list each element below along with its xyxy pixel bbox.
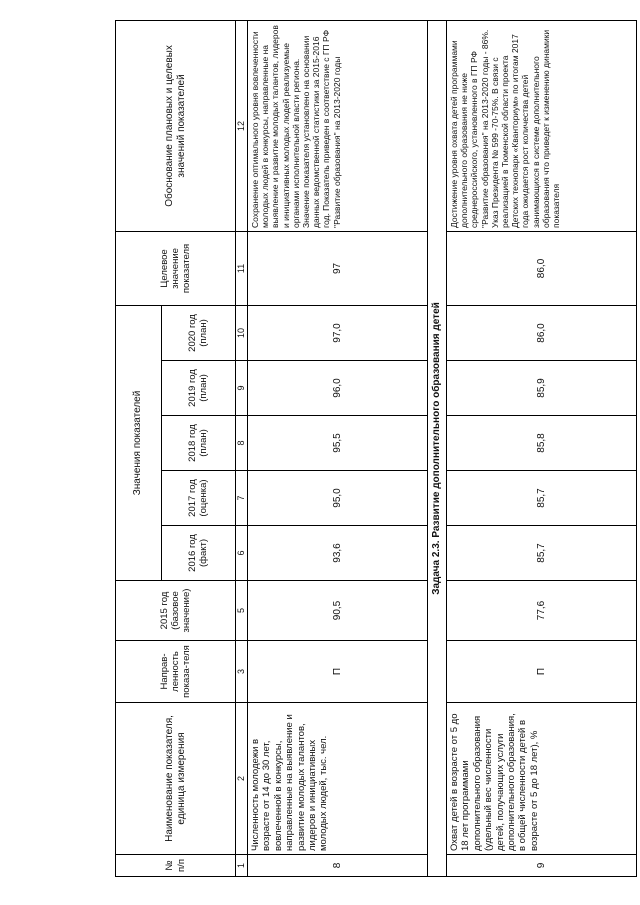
row-value: 85,8 bbox=[447, 416, 637, 471]
column-number: 5 bbox=[236, 581, 248, 641]
row-name: Охват детей в возрасте от 5 до 18 лет программами дополнительного образования (удельный вес численности детей, получающих услуги дополнительного образования, в общей численности детей в возрасте от 5 до 18 лет), % bbox=[447, 703, 637, 855]
header-name: Наименование показателя, единица измерения bbox=[116, 703, 236, 855]
task-row bbox=[428, 20, 447, 876]
header-values-group: Значения показателей bbox=[116, 305, 162, 580]
column-number: 3 bbox=[236, 641, 248, 703]
header-row-1 bbox=[116, 20, 162, 876]
row-base: 77,6 bbox=[447, 581, 637, 641]
header-year: 2017 год (оценка) bbox=[161, 471, 236, 526]
header-year: 2019 год (план) bbox=[161, 361, 236, 416]
row-value: 86,0 bbox=[447, 305, 637, 360]
column-number: 6 bbox=[236, 526, 248, 581]
header-year: 2018 год (план) bbox=[161, 416, 236, 471]
header-year: 2020 год (план) bbox=[161, 305, 236, 360]
row-justification: Достижение уровня охвата детей программами дополнительного образования не ниже среднероссийского, установленного в ГП РФ "Развитие образования" на 2013-2020 годы - 86%. Указ Президента № 599 -70-75%. В связи с реализацией в Тюменской области проекта Детских технопарк «Кванториум» по итогам 2017 года ожидается рост количества детей занимающихся в системе дополнительного образования что приведет к изменению динамики показателя bbox=[447, 20, 637, 231]
column-number: 9 bbox=[236, 361, 248, 416]
table-row bbox=[447, 20, 637, 876]
row-value: 95,0 bbox=[248, 471, 428, 526]
column-number: 7 bbox=[236, 471, 248, 526]
row-direction: П bbox=[447, 641, 637, 703]
task-title: Задача 2.3. Развитие дополнительного образования детей bbox=[428, 20, 447, 876]
column-number: 8 bbox=[236, 416, 248, 471]
row-value: 95,5 bbox=[248, 416, 428, 471]
rotated-page bbox=[115, 21, 637, 877]
row-target: 97 bbox=[248, 231, 428, 305]
row-value: 96,0 bbox=[248, 361, 428, 416]
header-direction: Направ-ленность показа-теля bbox=[116, 641, 236, 703]
row-name: Численность молодежи в возрасте от 14 до 30 лет, вовлеченной в конкурсы, направленные на выявление и развитие молодых талантов, лидеров и инициативных молодых людей, тыс. чел. bbox=[248, 703, 428, 855]
header-year: 2016 год (факт) bbox=[161, 526, 236, 581]
column-number: 2 bbox=[236, 703, 248, 855]
row-base: 90,5 bbox=[248, 581, 428, 641]
column-number: 10 bbox=[236, 305, 248, 360]
row-value: 85,7 bbox=[447, 471, 637, 526]
row-value: 85,7 bbox=[447, 526, 637, 581]
row-value: 97,0 bbox=[248, 305, 428, 360]
header-target: Целевое значение показателя bbox=[116, 231, 236, 305]
column-number: 12 bbox=[236, 20, 248, 231]
row-target: 86,0 bbox=[447, 231, 637, 305]
indicators-table bbox=[115, 20, 637, 877]
table-row bbox=[248, 20, 428, 876]
row-value: 93,6 bbox=[248, 526, 428, 581]
header-num: № п/п bbox=[116, 855, 236, 877]
row-direction: П bbox=[248, 641, 428, 703]
row-justification: Сохранение оптимального уровня вовлеченности молодых людей в конкурсы, направленные на выявление и развитие молодых талантов, лидеров и инициативных молодых людей реализуемые органами исполнительной власти региона. Значение показателя установлено на основании данных ведомственной статистики за 2015-2016 год. Показатель приведен в соответствие с ГП РФ "Развитие образования" на 2013-2020 годы bbox=[248, 20, 428, 231]
row-num: 8 bbox=[248, 855, 428, 877]
column-number: 1 bbox=[236, 855, 248, 877]
header-justification: Обоснование плановых и целевых значений показателей bbox=[116, 20, 236, 231]
header-base: 2015 год (базовое значение) bbox=[116, 581, 236, 641]
column-number: 11 bbox=[236, 231, 248, 305]
row-value: 85,9 bbox=[447, 361, 637, 416]
column-number-row bbox=[236, 20, 248, 876]
row-num: 9 bbox=[447, 855, 637, 877]
